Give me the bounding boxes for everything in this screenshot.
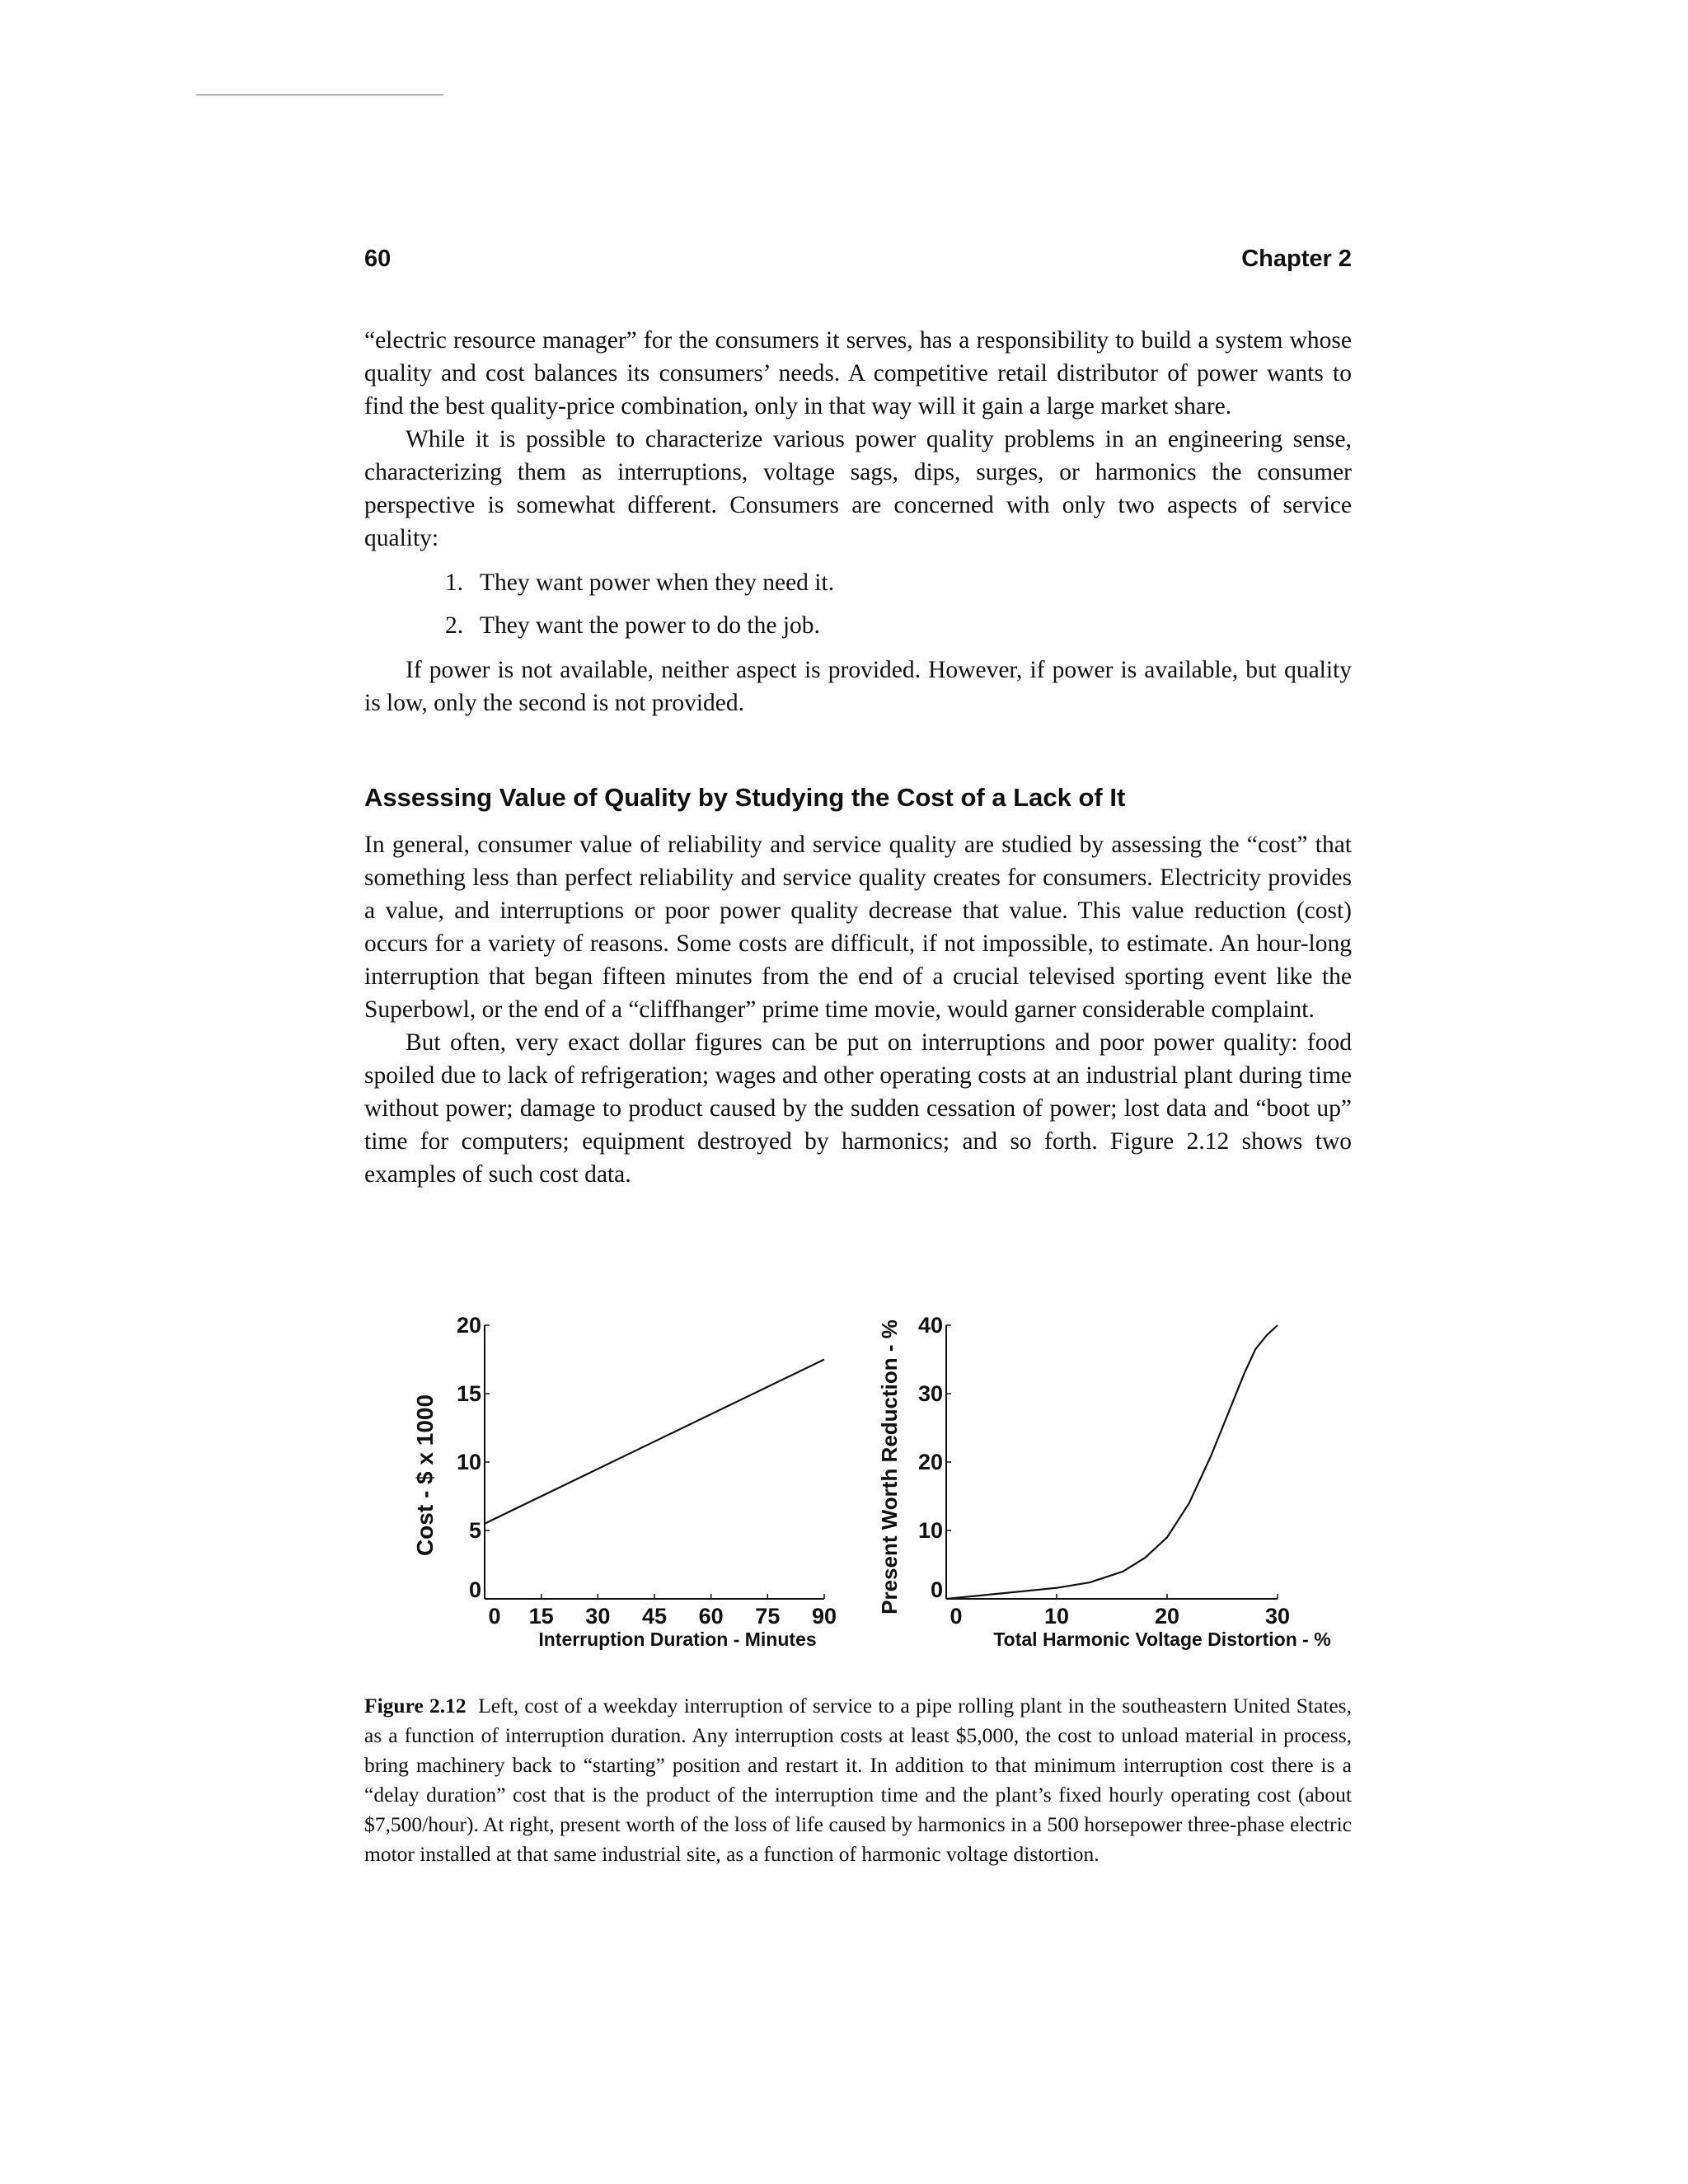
y-tick-label: 5 [468,1518,481,1543]
list-number: 1. [445,569,464,596]
y-tick-label: 40 [917,1313,943,1338]
y-tick-label: 0 [930,1577,943,1602]
page-number: 60 [364,246,392,272]
y-tick-label: 20 [456,1313,481,1338]
x-tick-label: 75 [755,1604,781,1629]
list-item [364,566,1352,599]
x-tick-label: 30 [1264,1604,1291,1629]
x-tick-label: 30 [585,1604,611,1629]
interruption-cost-plot [396,1302,857,1657]
x-axis-label: Interruption Duration - Minutes [538,1629,817,1650]
data-series-line [485,1360,824,1524]
paragraph: But often, very exact dollar figures can be put on interruptions and poor power quality: food spoiled due to lack of refrigeration; wages and other operating costs at an industrial plant during time without power; damage to product caused by the sudden cessation of power; lost data and “boot up” time for computers; equipment destroyed by harmonics; and so forth. Figure 2.12 shows two examples of such cost data. [364,1029,1352,1188]
y-axis-label: Present Worth Reduction - % [877,1319,902,1615]
figure-caption [364,1691,1352,1869]
chapter-label: Chapter 2 [1241,246,1352,272]
x-tick-label: 15 [528,1604,554,1629]
body-text-top [364,324,1352,719]
y-tick-label: 20 [917,1450,943,1474]
harmonic-distortion-chart [857,1302,1343,1657]
consumer-needs-list [364,566,1352,642]
x-tick-label: 90 [811,1604,837,1629]
paragraph: “electric resource manager” for the consumers it serves, has a responsibility to build a system whose quality and cost balances its consumers’ needs. A competitive retail distributor of power wants to find the best quality-price combination, only in that way will it gain a large market share. [364,327,1352,419]
y-axis-label: Cost - $ x 1000 [412,1394,438,1557]
list-item [364,609,1352,642]
x-tick-label: 0 [488,1604,501,1629]
harmonic-distortion-plot [857,1302,1343,1657]
list-text: They want the power to do the job. [480,612,820,639]
paragraph: While it is possible to characterize various power quality problems in an engineering sense, characterizing them as interruptions, voltage sags, dips, surges, or harmonics the consumer perspective is somewhat different. Consumers are concerned with only two aspects of service quality: [364,426,1352,551]
interruption-cost-chart [396,1302,857,1657]
x-tick-label: 45 [641,1604,668,1629]
x-tick-label: 10 [1043,1604,1070,1629]
list-number: 2. [445,612,464,639]
y-tick-label: 15 [456,1381,481,1406]
paragraph: If power is not available, neither aspect is provided. However, if power is available, but quality is low, only the second is not provided. [364,657,1352,716]
section-heading: Assessing Value of Quality by Studying the Cost of a Lack of It [364,783,1126,812]
y-tick-label: 10 [456,1450,481,1474]
y-tick-label: 30 [917,1381,943,1406]
y-tick-label: 10 [917,1518,943,1543]
body-text-bottom [364,828,1352,1191]
list-text: They want power when they need it. [480,569,835,596]
caption-text: Left, cost of a weekday interruption of service to a pipe rolling plant in the southeastern United States, as a function of interruption duration. Any interruption costs at least $5,000, the cost to unload material in process, bring machinery back to “starting” position and restart it. In addition to that minimum interruption cost there is a “delay duration” cost that is the product of the interruption time and the plant’s fixed hourly operating cost (about $7,500/hour). At right, present worth of the loss of life caused by harmonics in a 500 horsepower three-phase electric motor installed at that same industrial site, as a function of harmonic voltage distortion. [364,1694,1352,1866]
y-tick-label: 0 [468,1577,481,1602]
data-series-line [946,1325,1278,1599]
x-tick-label: 60 [698,1604,724,1629]
x-tick-label: 0 [950,1604,963,1629]
x-tick-label: 20 [1154,1604,1180,1629]
figure-label: Figure 2.12 [364,1694,467,1718]
top-rule [196,94,443,96]
paragraph: In general, consumer value of reliability and service quality are studied by assessing the “cost” that something less than perfect reliability and service quality creates for consumers. Electricity provides a value, and interruptions or poor power quality decrease that value. This value reduction (cost) occurs for a variety of reasons. Some costs are difficult, if not impossible, to estimate. An hour-long interruption that began fifteen minutes from the end of a crucial televised sporting event like the Superbowl, or the end of a “cliffhanger” prime time movie, would garner considerable complaint. [364,832,1352,1023]
x-axis-label: Total Harmonic Voltage Distortion - % [993,1629,1331,1650]
